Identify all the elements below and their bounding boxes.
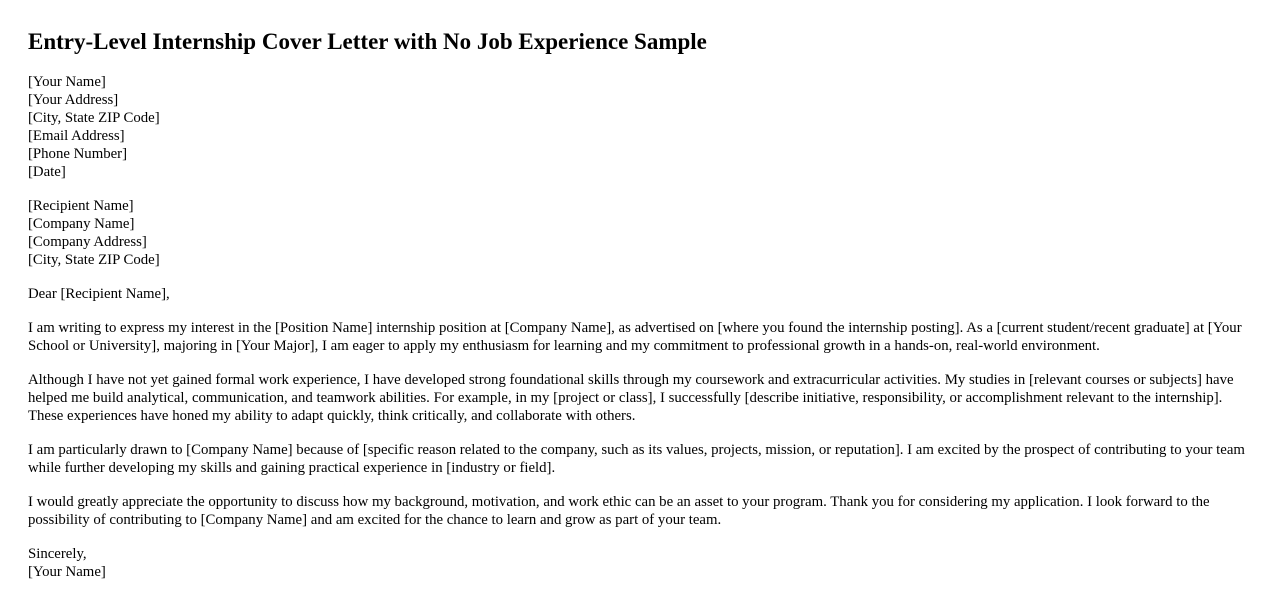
- body-paragraph-intro: I am writing to express my interest in the [Position Name] internship position at [Company Name], as advertised on [where you found the internship posting]. As a [current student/recent graduate] at [Your School or University], majoring in [Your Major], I am eager to apply my enthusiasm for learning and my commitment to professional growth in a hands-on, real-world environment.: [28, 320, 1242, 354]
- salutation: Dear [Recipient Name],: [28, 286, 170, 302]
- sender-city-state-zip: [City, State ZIP Code]: [28, 110, 160, 126]
- body-paragraph-skills: Although I have not yet gained formal work experience, I have developed strong foundational skills through my coursework and extracurricular activities. My studies in [relevant courses or subjects] have helped me build analytical, communication, and teamwork abilities. For example, in my [project or class], I successfully [describe initiative, responsibility, or accomplishment relevant to the internship]. These experiences have honed my ability to adapt quickly, think critically, and collaborate with others.: [28, 372, 1234, 424]
- recipient-company-address: [Company Address]: [28, 234, 147, 250]
- sender-info: [28, 73, 1250, 181]
- closing-phrase: Sincerely,: [28, 546, 87, 562]
- body-paragraph-company-interest: I am particularly drawn to [Company Name] because of [specific reason related to the company, such as its values, projects, mission, or reputation]. I am excited by the prospect of contributing to your team while further developing my skills and gaining practical experience in [industry or field].: [28, 442, 1245, 476]
- recipient-info: [28, 197, 1250, 269]
- recipient-company: [Company Name]: [28, 216, 135, 232]
- sender-address: [Your Address]: [28, 92, 119, 108]
- letter-closing: [28, 545, 1250, 581]
- sender-email: [Email Address]: [28, 128, 125, 144]
- letter-date: [Date]: [28, 164, 66, 180]
- sender-name: [Your Name]: [28, 74, 106, 90]
- page-title: Entry-Level Internship Cover Letter with No Job Experience Sample: [28, 29, 707, 54]
- body-paragraph-closing: I would greatly appreciate the opportunity to discuss how my background, motivation, and work ethic can be an asset to your program. Thank you for considering my application. I look forward to the possibility of contributing to [Company Name] and am excited for the chance to learn and grow as part of your team.: [28, 494, 1210, 528]
- signature-name: [Your Name]: [28, 564, 106, 580]
- recipient-city-state-zip: [City, State ZIP Code]: [28, 252, 160, 268]
- sender-phone: [Phone Number]: [28, 146, 128, 162]
- recipient-name: [Recipient Name]: [28, 198, 134, 214]
